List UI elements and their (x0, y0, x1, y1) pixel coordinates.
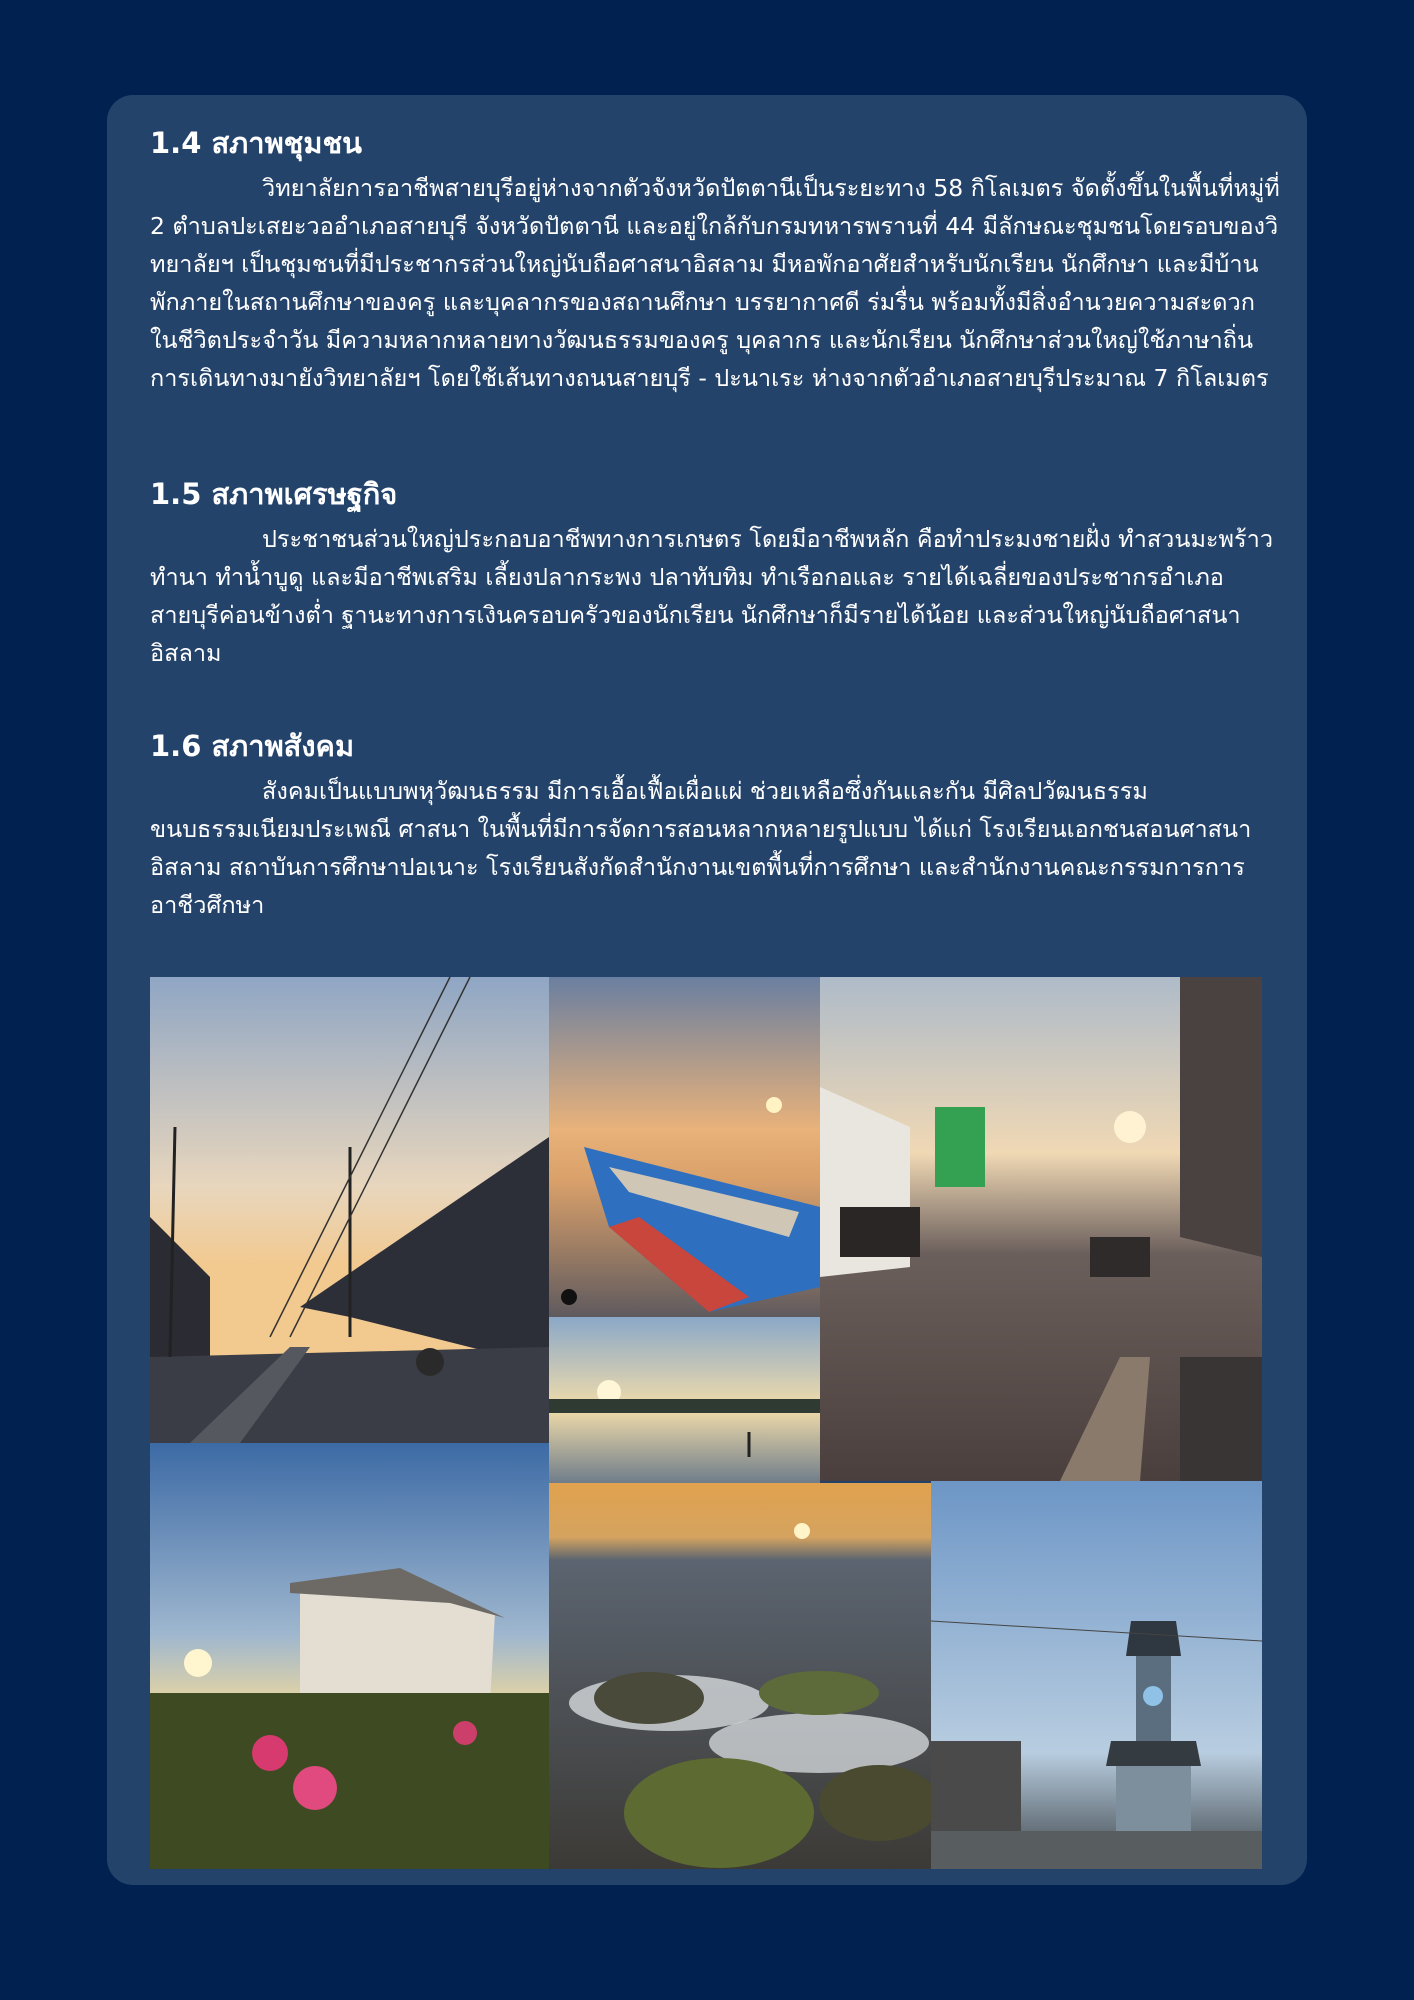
photo-lake-sunset (549, 1317, 820, 1483)
section-heading-community: 1.4 สภาพชุมชน (150, 126, 362, 160)
section-community (150, 123, 1280, 397)
photo-old-house (150, 1443, 549, 1869)
section-body-community: วิทยาลัยการอาชีพสายบุรีอยู่ห่างจากตัวจังหวัดปัตตานีเป็นระยะทาง 58 กิโลเมตร จัดตั้งขึ้นในพื้นที่หมู่ที่ 2 ตำบลปะเสยะวออำเภอสายบุรี จังหวัดปัตตานี และอยู่ใกล้กับกรมทหารพรานที่ 44 มีลักษณะชุมชนโดยรอบของวิทยาลัยฯ เป็นชุมชนที่มีประชากรส่วนใหญ่นับถือศาสนาอิสลาม มีหอพักอาศัยสำหรับนักเรียน นักศึกษา และมีบ้านพักภายในสถานศึกษาของครู และบุคลากรของสถานศึกษา บรรยากาศดี ร่มรื่น พร้อมทั้งมีสิ่งอำนวยความสะดวกในชีวิตประจำวัน มีความหลากหลายทางวัฒนธรรมของครู บุคลากร และนักเรียน นักศึกษาส่วนใหญ่ใช้ภาษาถิ่น การเดินทางมายังวิทยาลัยฯ โดยใช้เส้นทางถนนสายบุรี - ปะนาเระ ห่างจากตัวอำเภอสายบุรีประมาณ 7 กิโลเมตร (150, 174, 1280, 392)
photo-boat-sunset (549, 977, 820, 1317)
section-heading-society: 1.6 สภาพสังคม (150, 729, 355, 763)
photo-clock-tower (931, 1481, 1262, 1869)
photo-rocky-beach (549, 1483, 931, 1869)
section-body-economy: ประชาชนส่วนใหญ่ประกอบอาชีพทางการเกษตร โดยมีอาชีพหลัก คือทำประมงชายฝั่ง ทำสวนมะพร้าว ทำนา ทำน้ำบูดู และมีอาชีพเสริม เลี้ยงปลากระพง ปลาทับทิม ทำเรือกอและ รายได้เฉลี่ยของประชากรอำเภอสายบุรีค่อนข้างต่ำ ฐานะทางการเงินครอบครัวของนักเรียน นักศึกษาก็มีรายได้น้อย และส่วนใหญ่นับถือศาสนาอิสลาม (150, 525, 1274, 667)
photo-market-street (820, 977, 1262, 1481)
section-society (150, 726, 1280, 924)
section-economy (150, 474, 1280, 672)
photo-street-morning (150, 977, 549, 1443)
section-heading-economy: 1.5 สภาพเศรษฐกิจ (150, 477, 398, 511)
section-body-society: สังคมเป็นแบบพหุวัฒนธรรม มีการเอื้อเฟื้อเผื่อแผ่ ช่วยเหลือซึ่งกันและกัน มีศิลปวัฒนธรรม ขนบธรรมเนียมประเพณี ศาสนา ในพื้นที่มีการจัดการสอนหลากหลายรูปแบบ ได้แก่ โรงเรียนเอกชนสอนศาสนาอิสลาม สถาบันการศึกษาปอเนาะ โรงเรียนสังกัดสำนักงานเขตพื้นที่การศึกษา และสำนักงานคณะกรรมการการอาชีวศึกษา (150, 777, 1252, 919)
